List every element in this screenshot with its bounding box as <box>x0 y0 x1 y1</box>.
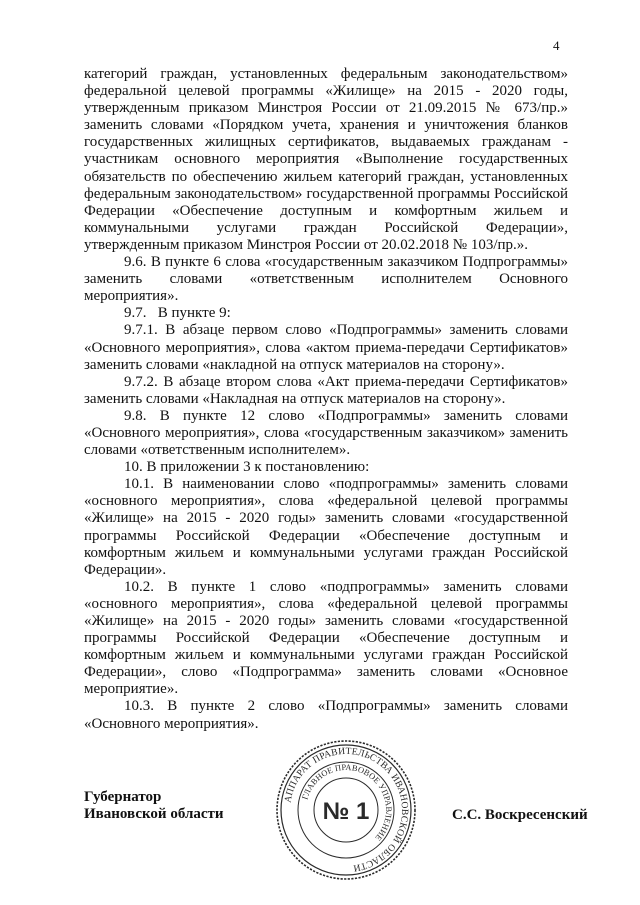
paragraph-continuation: категорий граждан, установленных федеральным законодательством» федеральной целевой программы «Жилище» на 2015 - 2020 годы, утвержденным приказом Минстроя России от 21.09.2015 № 673/пр.» заменить словами «Порядком учета, хранения и уничтожения бланков государственных жилищных сертификатов, выдаваемых гражданам - участникам основного мероприятия «Выполнение государственных обязательств по обеспечению жильем категорий граждан, установленных федеральным законодательством» государственной программы Российской Федерации «Обеспечение доступным и комфортным жильем и коммунальными услугами граждан Российской Федерации», утвержденным приказом Минстроя России от 20.02.2018 № 103/пр.». <box>84 66 568 253</box>
document-body <box>84 66 568 733</box>
paragraph-9-7-2: 9.7.2. В абзаце втором слова «Акт приема-передачи Сертификатов» заменить словами «Накладная на отпуск материалов на сторону». <box>84 373 568 407</box>
paragraph-9-6: 9.6. В пункте 6 слова «государственным заказчиком Подпрограммы» заменить словами «ответственным исполнителем Основного мероприятия». <box>84 254 568 305</box>
page-number: 4 <box>553 38 560 53</box>
signatory-title <box>84 789 224 823</box>
paragraph-10-3: 10.3. В пункте 2 слово «Подпрограммы» заменить словами «Основного мероприятия». <box>84 698 568 732</box>
paragraph-10: 10. В приложении 3 к постановлению: <box>124 459 370 476</box>
paragraph-10-2: 10.2. В пункте 1 слово «подпрограммы» заменить словами «основного мероприятия», слова «федеральной целевой программы «Жилище» на 2015 - 2020 годы» заменить словами «государственной программы Российской Федерации «Обеспечение доступным и комфортным жильем и коммунальными услугами граждан Российской Федерации», слово «Подпрограмма» заменить словами «Основное мероприятие». <box>84 578 568 698</box>
official-seal <box>274 738 418 882</box>
svg-text:№ 1: № 1 <box>322 798 370 825</box>
signatory-name: С.С. Воскресенский <box>452 807 588 823</box>
paragraph-9-7: 9.7. В пункте 9: <box>124 305 231 322</box>
signatory-title-line2: Ивановской области <box>84 806 224 822</box>
paragraph-10-1: 10.1. В наименовании слово «подпрограммы» заменить словами «основного мероприятия», слова «федеральной целевой программы «Жилище» на 2015 - 2020 годы» заменить словами «государственной программы Российской Федерации «Обеспечение доступным и комфортным жильем и коммунальными услугами граждан Российской Федерации». <box>84 476 568 578</box>
signatory-title-line1: Губернатор <box>84 789 162 805</box>
paragraph-9-8: 9.8. В пункте 12 слово «Подпрограммы» заменить словами «Основного мероприятия», слова «государственным заказчиком» заменить словами «ответственным исполнителем». <box>84 407 568 459</box>
svg-text:ГЛАВНОЕ ПРАВОВОЕ УПРАВЛЕНИЕ: ГЛАВНОЕ ПРАВОВОЕ УПРАВЛЕНИЕ <box>300 762 394 843</box>
svg-text:АППАРАТ ПРАВИТЕЛЬСТВА ИВАНОВСК: АППАРАТ ПРАВИТЕЛЬСТВА ИВАНОВСКОЙ ОБЛАСТИ <box>282 745 411 874</box>
paragraph-9-7-1: 9.7.1. В абзаце первом слово «Подпрограммы» заменить словами «Основного мероприятия», слова «актом приема-передачи Сертификатов» заменить словами «накладной на отпуск материалов на сторону». <box>84 322 568 373</box>
